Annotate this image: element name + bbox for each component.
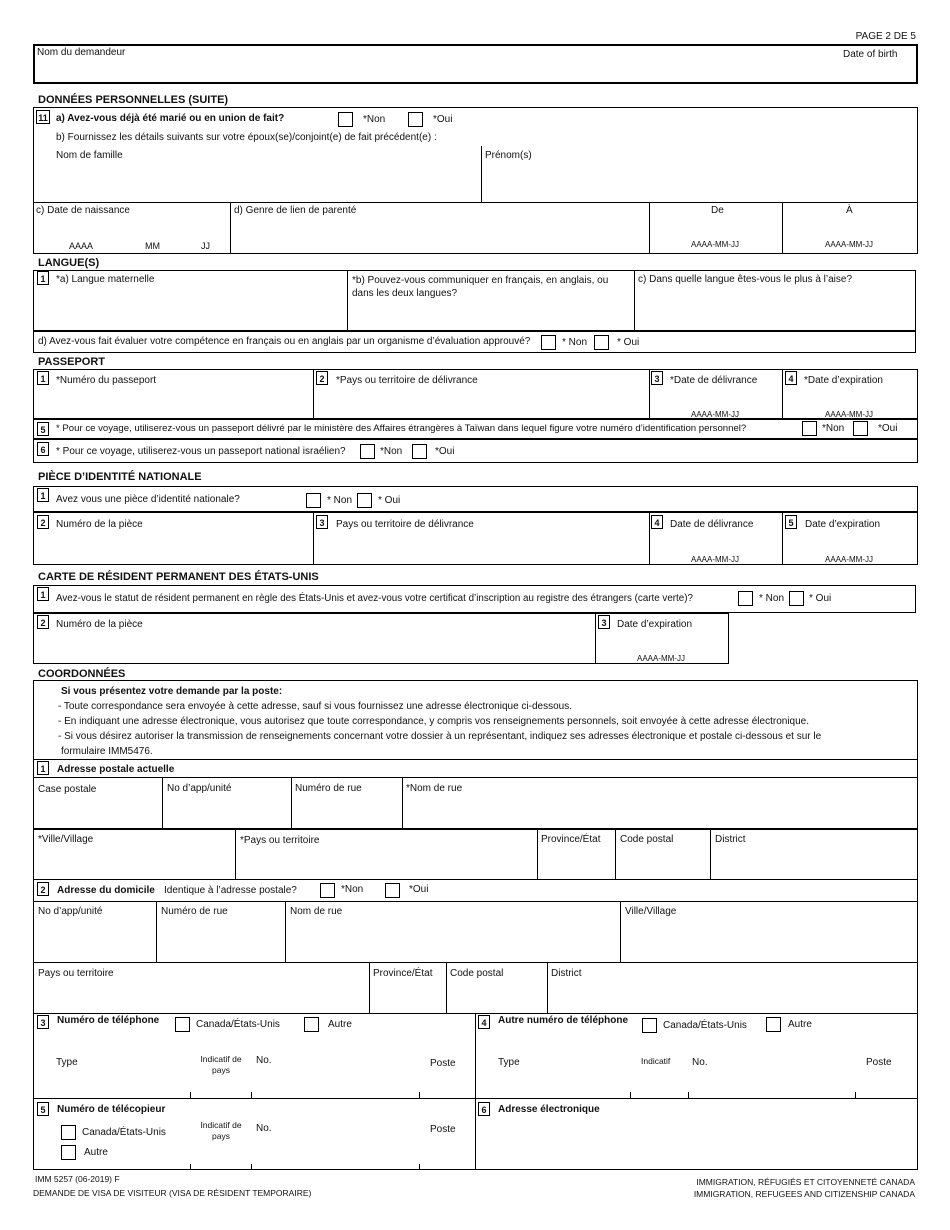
alt-phone-no-label: No. [692,1057,708,1068]
phone-label: Numéro de téléphone [57,1015,160,1026]
passport-israel-no-label: *Non [380,446,403,457]
passport-taiwan-yes-checkbox[interactable] [853,421,868,436]
mail-address-number: 1 [37,761,49,775]
divider [190,1164,191,1170]
email-field[interactable] [476,1118,916,1168]
divider [782,512,783,565]
language-test-no-checkbox[interactable] [541,335,556,350]
mail-postal-code-label: Code postal [620,834,674,845]
home-province-label: Province/État [373,968,433,979]
fax-no-label: No. [256,1123,272,1134]
divider [547,962,548,1014]
alt-phone-ext-label: Poste [866,1057,892,1068]
divider [419,1092,420,1098]
fax-index: 5 [37,1102,49,1116]
home-street-name-label: Nom de rue [290,906,343,917]
fax-other-checkbox[interactable] [61,1145,76,1160]
divider [33,962,918,963]
section-contact-title: COORDONNÉES [38,668,126,680]
language-test-label: d) Avez-vous fait évaluer votre compétence en français ou en anglais par un organisme d’évaluation approuvé? [38,336,531,347]
mail-apt-label: No d’app/unité [167,783,232,794]
national-id-expiry-date-label: Date d’expiration [805,519,881,530]
q11a-no-label: *Non [363,114,386,125]
us-card-q3-number: 3 [598,615,610,629]
same-address-yes-checkbox[interactable] [385,883,400,898]
phone-canada-us-label: Canada/États-Unis [196,1019,280,1030]
mail-city-label: *Ville/Village [38,834,94,845]
national-id-issue-date-label: Date de délivrance [670,519,754,530]
divider [251,1164,252,1170]
fax-other-label: Autre [84,1147,108,1158]
divider [369,962,370,1014]
divider [291,777,292,829]
phone-canada-us-checkbox[interactable] [175,1017,190,1032]
divider [33,1098,475,1099]
section-national-id-title: PIÈCE D’IDENTITÉ NATIONALE [38,471,202,483]
passport-taiwan-yes-label: *Oui [878,423,898,434]
home-street-number-label: Numéro de rue [161,906,228,917]
to-label: À [846,205,853,216]
divider [537,829,538,880]
us-card-yes-checkbox[interactable] [789,591,804,606]
spouse-dob-label: c) Date de naissance [36,205,130,216]
national-id-yes-label: * Oui [378,495,401,506]
form-name: DEMANDE DE VISA DE VISITEUR (VISA DE RÉSIDENT TEMPORAIRE) [33,1188,312,1198]
communicate-language-label: *b) Pouvez-vous communiquer en français, en anglais, ou dans les deux langues? [352,275,609,299]
divider [630,1092,631,1098]
national-id-expiry-date-hint: AAAA-MM-JJ [825,555,873,564]
divider [688,1092,689,1098]
language-test-yes-checkbox[interactable] [594,335,609,350]
divider [347,270,348,331]
national-id-no-label: * Non [327,495,353,506]
mail-instructions-bullet-1: - Toute correspondance sera envoyée à cette adresse, sauf si vous fournissez une adresse électronique ci-dessous. [58,701,572,712]
passport-number-label: *Numéro du passeport [56,375,157,386]
national-id-no-checkbox[interactable] [306,493,321,508]
from-label: De [711,205,724,216]
home-address-number: 2 [37,882,49,896]
section-personal-title: DONNÉES PERSONNELLES (SUITE) [38,94,229,106]
us-card-no-checkbox[interactable] [738,591,753,606]
us-card-no-label: * Non [759,593,785,604]
divider [419,1164,420,1170]
divider [251,1092,252,1098]
mail-instructions-bullet-2: - En indiquant une adresse électronique, vous autorisez que toute correspondance, y compris vos renseignements personnels, soit envoyée à cette adresse électronique. [58,716,810,727]
national-id-q2-number: 2 [37,515,49,529]
mail-street-number-label: Numéro de rue [295,783,362,794]
lang-q1-number: 1 [37,271,49,285]
phone-no-label: No. [256,1055,272,1066]
phone-other-checkbox[interactable] [304,1017,319,1032]
passport-country-label: *Pays ou territoire de délivrance [336,375,478,386]
alt-phone-canada-us-checkbox[interactable] [642,1018,657,1033]
home-address-label: Adresse du domicile [57,885,155,896]
phone-other-label: Autre [328,1019,352,1030]
q11b-label: b) Fournissez les détails suivants sur votre époux(se)/conjoint(e) de fait précédent(e) : [56,132,437,143]
native-language-label: *a) Langue maternelle [56,274,155,285]
national-id-yes-checkbox[interactable] [357,493,372,508]
applicant-name-label: Nom du demandeur [37,47,126,58]
applicant-name-field[interactable] [33,44,918,84]
us-card-number-label: Numéro de la pièce [56,619,143,630]
yyyy-hint: AAAA [69,241,94,251]
national-id-number-label: Numéro de la pièce [56,519,143,530]
us-card-expiry-label: Date d’expiration [617,619,693,630]
divider [595,613,596,664]
alt-phone-label: Autre numéro de téléphone [498,1015,629,1026]
passport-q1-number: 1 [37,371,49,385]
national-id-q4-number: 4 [651,515,663,529]
fax-country-code-label: Indicatif de pays [200,1120,242,1141]
fax-ext-label: Poste [430,1124,456,1135]
national-id-country-label: Pays ou territoire de délivrance [336,519,474,530]
same-address-yes-label: *Oui [409,884,429,895]
dob-label: Date of birth [843,49,898,60]
q11a-no-checkbox[interactable] [338,112,353,127]
passport-issue-date-hint: AAAA-MM-JJ [691,410,739,419]
home-country-label: Pays ou territoire [38,968,114,979]
passport-israel-yes-label: *Oui [435,446,455,457]
from-date-hint: AAAA-MM-JJ [691,240,739,249]
email-label: Adresse électronique [498,1104,600,1115]
language-test-no-label: * Non [562,337,588,348]
passport-q6-number: 6 [37,442,49,456]
passport-q3-number: 3 [651,371,663,385]
department-fr: IMMIGRATION, RÉFUGIÉS ET CITOYENNETÉ CANADA [696,1177,915,1187]
national-id-q5-number: 5 [785,515,797,529]
alt-phone-canada-us-label: Canada/États-Unis [663,1020,747,1031]
us-card-q2-number: 2 [37,615,49,629]
passport-q5-number: 5 [37,422,49,436]
home-postal-code-label: Code postal [450,968,504,979]
mail-district-label: District [715,834,746,845]
divider [230,202,231,254]
passport-expiry-date-hint: AAAA-MM-JJ [825,410,873,419]
divider [33,777,918,778]
divider [33,759,918,760]
section-passport-title: PASSEPORT [38,356,106,368]
divider [475,1098,918,1099]
q11-number: 11 [36,110,50,124]
mm-hint: MM [145,241,160,251]
mail-address-label: Adresse postale actuelle [57,764,175,775]
phone-country-code-label: Indicatif de pays [200,1054,242,1075]
national-id-q3-number: 3 [316,515,328,529]
divider [855,1092,856,1098]
fax-canada-us-checkbox[interactable] [61,1125,76,1140]
divider [190,1092,191,1098]
divider [313,369,314,419]
divider [620,901,621,963]
fax-canada-us-label: Canada/États-Unis [82,1127,166,1138]
divider [33,202,918,203]
mail-instructions-title: Si vous présentez votre demande par la poste: [61,686,283,697]
us-card-expiry-hint: AAAA-MM-JJ [637,654,685,663]
passport-israel-yes-checkbox[interactable] [412,444,427,459]
divider [402,777,403,829]
passport-israel-label: * Pour ce voyage, utiliserez-vous un passeport national israélien? [56,446,346,457]
passport-q2-number: 2 [316,371,328,385]
alt-phone-index: 4 [478,1015,490,1029]
home-apt-label: No d’app/unité [38,906,103,917]
po-box-label: Case postale [38,784,97,795]
us-card-yes-label: * Oui [809,593,832,604]
alt-phone-other-checkbox[interactable] [766,1017,781,1032]
divider [313,512,314,565]
section-us-card-title: CARTE DE RÉSIDENT PERMANENT DES ÉTATS-UNIS [38,571,319,583]
alt-phone-type-label: Type [498,1057,520,1068]
same-address-no-checkbox[interactable] [320,883,335,898]
national-id-issue-date-hint: AAAA-MM-JJ [691,555,739,564]
divider [33,828,918,830]
national-id-q1-number: 1 [37,488,49,502]
relation-label: d) Genre de lien de parenté [234,205,357,216]
passport-taiwan-no-label: *Non [822,423,845,434]
passport-q4-number: 4 [785,371,797,385]
divider [782,369,783,419]
divider [446,962,447,1014]
divider [649,512,650,565]
q11a-yes-checkbox[interactable] [408,112,423,127]
phone-number-index: 3 [37,1015,49,1029]
passport-taiwan-no-checkbox[interactable] [802,421,817,436]
passport-israel-no-checkbox[interactable] [360,444,375,459]
mail-instructions-bullet-3-cont: formulaire IMM5476. [61,746,153,757]
national-id-have-label: Avez vous une pièce d’identité nationale? [56,494,240,505]
mail-country-label: *Pays ou territoire [240,835,320,846]
divider [235,829,236,880]
divider [33,901,918,902]
form-id: IMM 5257 (06-2019) F [35,1174,120,1184]
spouse-given-name-label: Prénom(s) [485,150,532,161]
mail-street-name-label: *Nom de rue [406,783,463,794]
divider [782,202,783,254]
divider [649,369,650,419]
section-languages-title: LANGUE(S) [38,257,100,269]
divider [634,270,635,331]
same-address-no-label: *Non [341,884,364,895]
divider [156,901,157,963]
alt-phone-code-label: Indicatif [641,1056,671,1066]
mail-instructions-bullet-3: - Si vous désirez autoriser la transmission de renseignements concernant votre dossier à un représentant, indiquez ses adresses électronique et postale ci-dessous et sur le [58,731,822,742]
to-date-hint: AAAA-MM-JJ [825,240,873,249]
mail-province-label: Province/État [541,834,601,845]
q11a-yes-label: *Oui [433,114,453,125]
same-address-label: Identique à l’adresse postale? [164,885,297,896]
us-card-status-label: Avez-vous le statut de résident permanent en règle des États-Unis et avez-vous votre certificat d’inscription au registre des étrangers (carte verte)? [56,593,693,604]
q11a-label: a) Avez-vous déjà été marié ou en union de fait? [56,113,285,124]
page-number: PAGE 2 DE 5 [855,31,916,42]
preferred-language-label: c) Dans quelle langue êtes-vous le plus à l’aise? [638,274,853,285]
passport-expiry-date-label: *Date d’expiration [804,375,883,386]
divider [481,146,482,202]
divider [285,901,286,963]
phone-type-label: Type [56,1057,78,1068]
department-en: IMMIGRATION, REFUGEES AND CITIZENSHIP CANADA [693,1189,915,1199]
language-test-yes-label: * Oui [617,337,640,348]
divider [33,879,918,880]
spouse-family-name-label: Nom de famille [56,150,123,161]
divider [162,777,163,829]
divider [615,829,616,880]
fax-label: Numéro de télécopieur [57,1104,166,1115]
home-city-label: Ville/Village [625,906,677,917]
alt-phone-other-label: Autre [788,1019,812,1030]
passport-taiwan-label: * Pour ce voyage, utiliserez-vous un passeport délivré par le ministère des Affaires étrangères à Taïwan dans lequel figure votre numéro d’identification personnel? [56,423,747,434]
phone-ext-label: Poste [430,1058,456,1069]
home-district-label: District [551,968,582,979]
us-card-q1-number: 1 [37,587,49,601]
passport-issue-date-label: *Date de délivrance [670,375,758,386]
section-personal [33,107,918,254]
divider [649,202,650,254]
email-index: 6 [478,1102,490,1116]
divider [710,829,711,880]
dd-hint: JJ [201,241,210,251]
